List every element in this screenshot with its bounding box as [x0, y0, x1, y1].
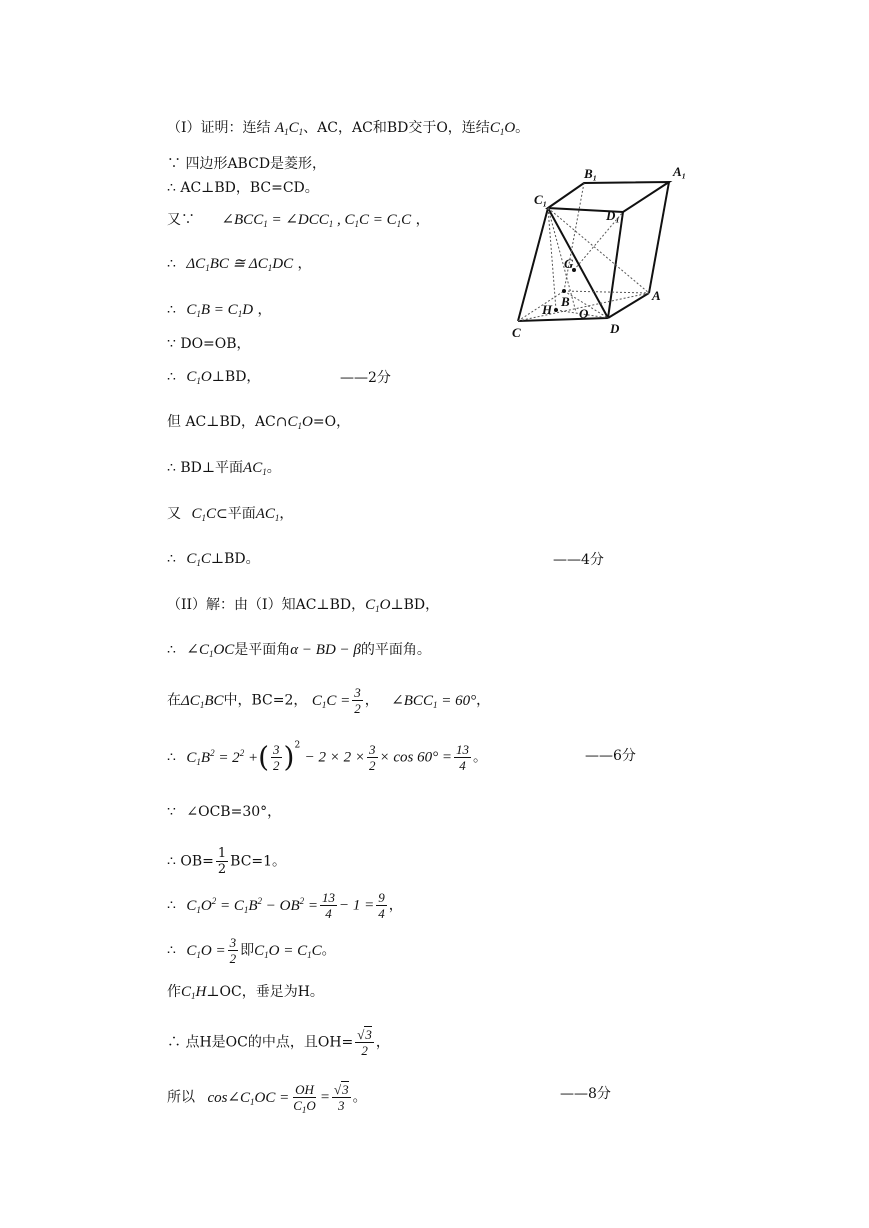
- label-a: A: [652, 288, 661, 303]
- text: ∠OCB=30°，: [186, 804, 282, 820]
- solution-line-10: [167, 1027, 390, 1058]
- text: ∴ OB=: [167, 853, 214, 870]
- math: − 1 =: [339, 897, 375, 914]
- text: 的平面角。: [360, 642, 431, 658]
- proof-line-6: ∴ $C_1B = C_1D$ ，: [167, 302, 272, 319]
- proof-line-3: ∴ AC⊥BD，BC=CD。: [167, 180, 319, 196]
- label-h: H: [542, 302, 553, 317]
- text: ∴ 点H是OC的中点，且OH=: [167, 1034, 354, 1051]
- fraction: $\frac{√3}{3}$: [333, 1082, 349, 1113]
- text: 在: [167, 692, 181, 709]
- text: 又: [167, 506, 181, 522]
- proof-line-2: ∵ 四边形ABCD是菱形，: [167, 156, 327, 172]
- text: ∴: [167, 897, 176, 914]
- text: ⊥BD。: [210, 551, 260, 567]
- text: ∴: [167, 942, 176, 959]
- math: $AC_1$: [243, 460, 267, 477]
- math: $C_1O$ =: [186, 942, 226, 960]
- math: $C_1O^2 = C_1B^2 - OB^2$ =: [186, 895, 319, 915]
- fraction: $\frac{13}{4}$: [456, 742, 469, 773]
- math: $\Delta C_1BC$ ≅ $\Delta C_1DC$: [186, 256, 294, 273]
- text: 所以: [167, 1089, 195, 1106]
- math: $C_1O$: [365, 597, 391, 614]
- math: α − BD − β: [290, 642, 361, 658]
- text: 又∵: [167, 212, 195, 228]
- math: $C_1B = C_1D$: [186, 302, 254, 319]
- text: =O，: [312, 414, 351, 430]
- score-8: ——8分: [560, 1086, 611, 1102]
- proof-line-11: [167, 504, 293, 524]
- text: 但 AC⊥BD，AC∩: [167, 414, 288, 430]
- math: $\cos\angle C_1OC$ =: [207, 1089, 290, 1107]
- proof-line-9: [167, 412, 350, 432]
- proof-line-8: [167, 367, 260, 387]
- math: $C_1B^2 = 2^2$ +: [186, 747, 259, 767]
- text: ∴: [167, 749, 176, 766]
- prism-figure: [506, 160, 696, 345]
- text: 。: [266, 460, 281, 476]
- solution-line-5: [167, 802, 281, 822]
- math: − 2 × 2 ×: [304, 749, 365, 766]
- fraction: $\frac{3}{2}$: [354, 685, 361, 716]
- text: ，: [279, 506, 294, 522]
- label-o: O: [579, 306, 589, 321]
- label-d1: D₁: [606, 208, 620, 223]
- text: BC=1。: [230, 853, 287, 870]
- text: ⊥BD，: [390, 597, 440, 613]
- math: $A_1C_1$: [274, 120, 304, 137]
- fraction: $\frac{3}{2}$: [369, 742, 376, 773]
- point-h: [554, 308, 558, 312]
- text: ∴ BD⊥平面: [167, 460, 244, 476]
- text: ，: [388, 897, 403, 914]
- math: × cos 60° =: [379, 749, 452, 766]
- proof-line-5: ∴ $\Delta C_1BC$ ≅ $\Delta C_1DC$ ，: [167, 256, 312, 273]
- math: $\angle BCC_1 = 60^\circ$: [391, 692, 477, 710]
- label-c1: C₁: [534, 192, 548, 207]
- text: ∴: [167, 302, 176, 318]
- solution-line-11: [167, 1082, 367, 1113]
- text: 是平面角: [234, 642, 291, 658]
- score-6: ——6分: [585, 748, 636, 764]
- text: ∴: [167, 642, 176, 658]
- text: ∴: [167, 551, 176, 567]
- fraction: $\frac{√3}{2}$: [357, 1027, 372, 1058]
- fraction: $\frac{13}{4}$: [322, 890, 336, 921]
- text: 中，BC=2，: [223, 692, 308, 709]
- math: $C_1O$: [489, 120, 516, 137]
- text: 、AC，AC和BD交于O，连结: [303, 120, 490, 136]
- text: ∴: [167, 256, 176, 272]
- solution-line-1: [167, 595, 439, 615]
- text: ，: [375, 1034, 390, 1051]
- text: ⊂平面: [215, 506, 256, 522]
- fraction: $\frac{3}{2}$: [229, 935, 237, 966]
- math: $\angle BCC_1$ = $\angle DCC_1$ , $C_1C = C_1C$: [221, 212, 412, 229]
- fraction: $\frac{9}{4}$: [378, 890, 385, 921]
- math: $C_1C$: [191, 506, 216, 523]
- math: $C_1O$: [186, 369, 212, 386]
- solution-line-7: [167, 890, 403, 921]
- text: 。: [473, 749, 487, 766]
- label-d: D: [610, 321, 620, 336]
- label-g: G: [564, 256, 574, 271]
- solution-line-3: 在$\Delta C_1BC$中，BC=2， $C_1C$ = $\frac{3}{2}$ ， $\angle BCC_1 = 60^\circ$，: [167, 685, 491, 716]
- label-c: C: [512, 325, 521, 340]
- label-b1: B₁: [584, 166, 598, 181]
- score-4: ——4分: [553, 552, 604, 568]
- text: ，: [476, 692, 491, 709]
- proof-line-1: [167, 118, 529, 138]
- math: =: [319, 1089, 330, 1106]
- math: $C_1O = C_1C$: [254, 942, 322, 960]
- text: 即: [240, 942, 255, 959]
- math: $C_1O$: [287, 414, 313, 431]
- math: $\angle C_1OC$: [186, 642, 235, 659]
- proof-line-7: ∵ DO=OB，: [167, 336, 251, 352]
- label-a1: A₁: [673, 164, 687, 179]
- math: $AC_1$: [255, 506, 280, 523]
- solution-line-6: [167, 846, 286, 877]
- solution-line-8: [167, 935, 336, 966]
- text: ∴: [167, 369, 176, 385]
- solution-line-9: [167, 982, 324, 1002]
- fraction: $\frac{3}{2}$: [273, 742, 280, 773]
- math: $C_1H$: [181, 984, 207, 1001]
- proof-line-4: 又∵ $\angle BCC_1$ = $\angle DCC_1$ , $C_1C = C_1C$ ，: [167, 212, 430, 229]
- text: ⊥BD，: [211, 369, 261, 385]
- label-b: B: [561, 294, 570, 309]
- math: $\Delta C_1BC$: [181, 692, 224, 710]
- proof-line-12: [167, 549, 260, 569]
- text: 。: [515, 120, 530, 136]
- point-b: [562, 289, 566, 293]
- text: 。: [321, 942, 336, 959]
- text: 作: [167, 984, 181, 1000]
- solution-line-2: [167, 640, 431, 660]
- text: （I）证明：连结: [167, 120, 271, 136]
- text: ⊥OC，垂足为H。: [206, 984, 324, 1000]
- solution-line-4: ∴ $C_1B^2 = 2^2$ +( $\frac{3}{2}$ )$^2$ − 2 × 2 × $\frac{3}{2}$ × cos 60° = $\frac{13}{4}$ 。: [167, 740, 487, 774]
- text: （II）解：由（I）知AC⊥BD，: [167, 597, 366, 613]
- math: $C_1C$ =: [311, 692, 351, 710]
- fraction: $\frac{OH}{C_1O}$: [293, 1082, 316, 1115]
- text: ∵: [167, 804, 176, 820]
- proof-line-10: [167, 458, 281, 478]
- math: $C_1C$: [186, 551, 211, 568]
- text: 。: [352, 1089, 367, 1106]
- score-2: ——2分: [340, 370, 391, 386]
- fraction: $\frac{1}{2}$: [217, 846, 227, 877]
